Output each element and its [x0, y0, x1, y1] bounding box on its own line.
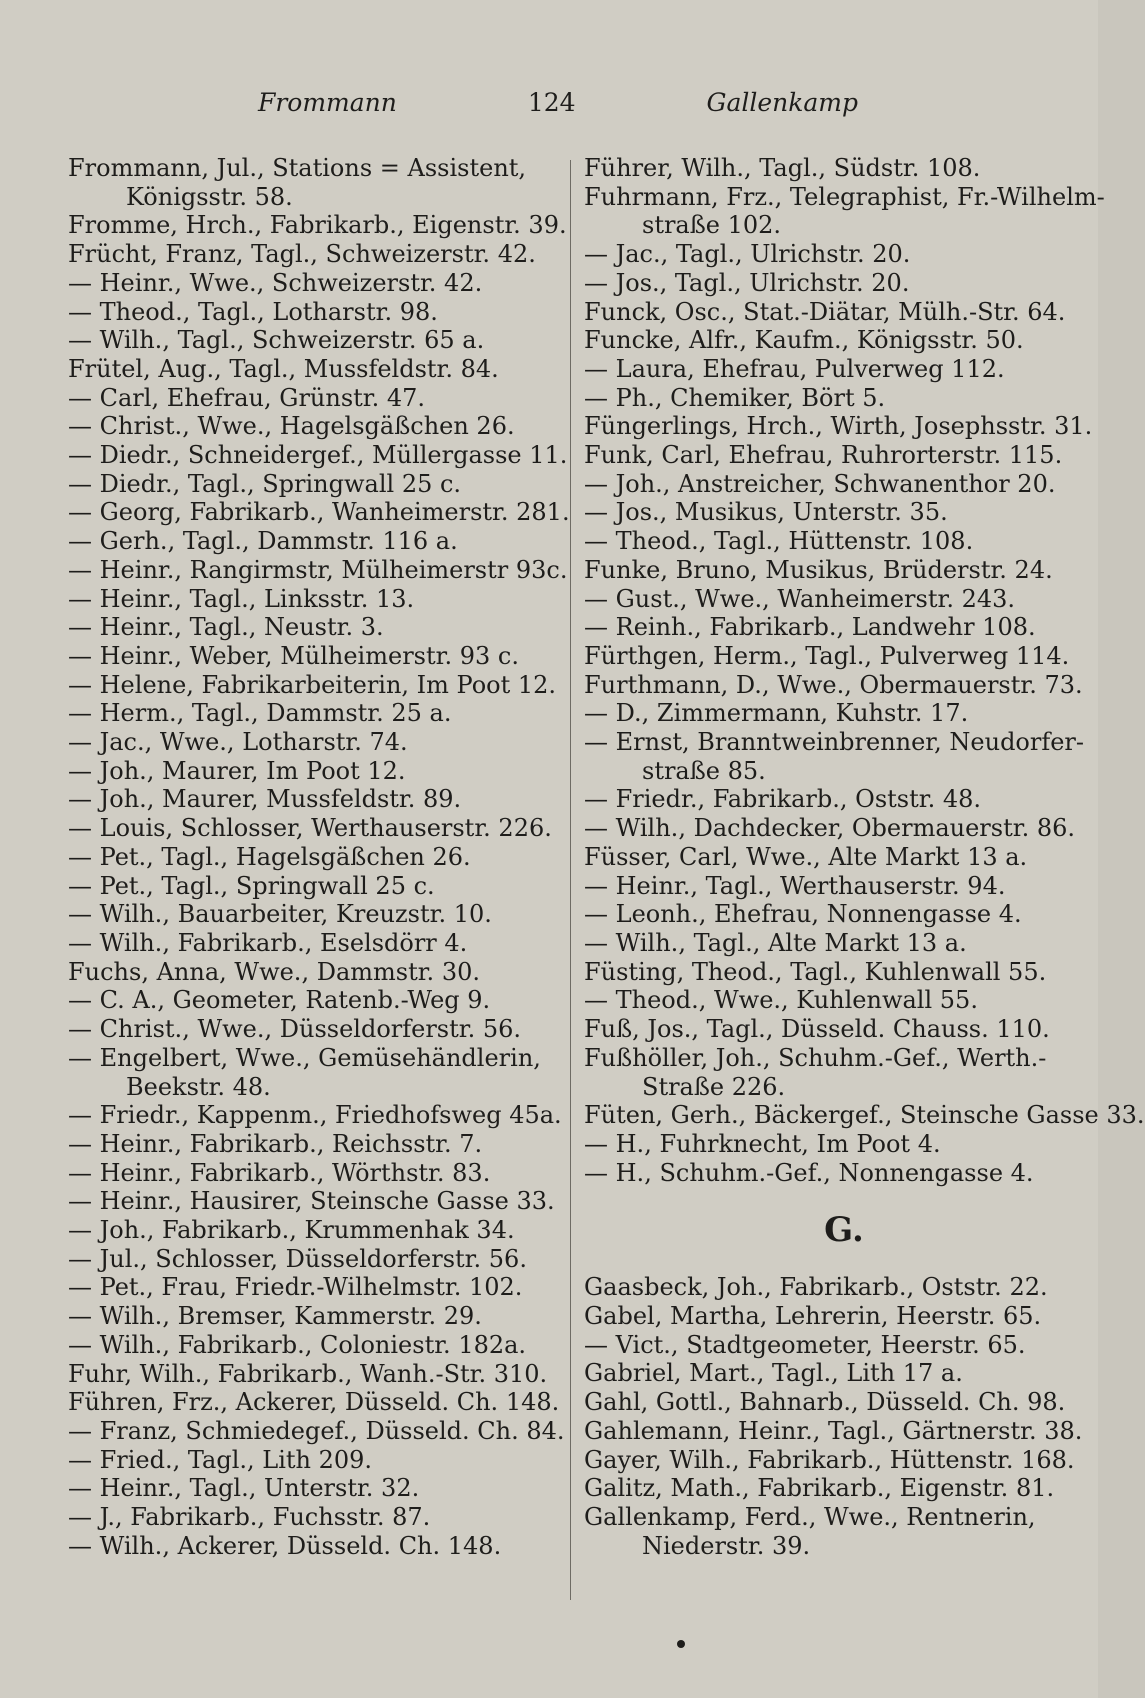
- left-column: [68, 154, 570, 1560]
- directory-entry: — Heinr., Wwe., Schweizerstr. 42.: [68, 268, 483, 297]
- directory-entry: — C. A., Geometer, Ratenb.-Weg 9.: [68, 986, 491, 1015]
- directory-entry: — Diedr., Tagl., Springwall 25 c.: [68, 469, 462, 498]
- directory-entry: — Ernst, Branntweinbrenner, Neudorfer-: [584, 728, 1085, 757]
- directory-entry: Funke, Bruno, Musikus, Brüderstr. 24.: [584, 555, 1053, 584]
- directory-entry: — Christ., Wwe., Hagelsgäßchen 26.: [68, 412, 515, 441]
- directory-entry: — Christ., Wwe., Düsseldorferstr. 56.: [68, 1015, 522, 1044]
- directory-entry: Gayer, Wilh., Fabrikarb., Hüttenstr. 168.: [584, 1445, 1075, 1474]
- directory-entry: Füngerlings, Hrch., Wirth, Josephsstr. 31.: [584, 412, 1093, 441]
- directory-entry: Fuhr, Wilh., Fabrikarb., Wanh.-Str. 310.: [68, 1359, 548, 1388]
- directory-entry: — Heinr., Tagl., Unterstr. 32.: [68, 1474, 420, 1503]
- directory-entry: — Joh., Anstreicher, Schwanenthor 20.: [584, 469, 1056, 498]
- page-number: 124: [527, 88, 576, 117]
- directory-entry: — Friedr., Kappenm., Friedhofsweg 45a.: [68, 1101, 562, 1130]
- directory-entry: Gahl, Gottl., Bahnarb., Düsseld. Ch. 98.: [584, 1388, 1066, 1417]
- directory-entry: Funk, Carl, Ehefrau, Ruhrorterstr. 115.: [584, 441, 1063, 470]
- directory-entry: — Heinr., Rangirmstr, Mülheimerstr 93c.: [68, 555, 568, 584]
- directory-entry: — Reinh., Fabrikarb., Landwehr 108.: [584, 613, 1036, 642]
- directory-entry: Frütel, Aug., Tagl., Mussfeldstr. 84.: [68, 354, 499, 383]
- directory-entry: — Leonh., Ehefrau, Nonnengasse 4.: [584, 900, 1022, 929]
- page-header: [50, 88, 1048, 128]
- header-left-catchword: Frommann: [258, 88, 397, 117]
- directory-entry: — Carl, Ehefrau, Grünstr. 47.: [68, 383, 426, 412]
- directory-entry: — Vict., Stadtgeometer, Heerstr. 65.: [584, 1330, 1026, 1359]
- directory-entry: — Jos., Tagl., Ulrichstr. 20.: [584, 268, 910, 297]
- directory-entry: Frücht, Franz, Tagl., Schweizerstr. 42.: [68, 240, 536, 269]
- directory-entry: — Joh., Maurer, Im Poot 12.: [68, 756, 406, 785]
- directory-entry: Führer, Wilh., Tagl., Südstr. 108.: [584, 154, 981, 182]
- entry-continuation: straße 102.: [642, 211, 782, 240]
- directory-entry: — Heinr., Tagl., Linksstr. 13.: [68, 584, 415, 613]
- directory-entry: Füten, Gerh., Bäckergef., Steinsche Gasse 33.: [584, 1101, 1145, 1130]
- directory-entry: — Ph., Chemiker, Bört 5.: [584, 383, 886, 412]
- directory-entry: — Jac., Wwe., Lotharstr. 74.: [68, 728, 408, 757]
- directory-entry: — Louis, Schlosser, Werthauserstr. 226.: [68, 814, 552, 843]
- directory-entry: Funcke, Alfr., Kaufm., Königsstr. 50.: [584, 326, 1024, 355]
- directory-entry: — Pet., Frau, Friedr.-Wilhelmstr. 102.: [68, 1273, 523, 1302]
- directory-entry: — Heinr., Tagl., Werthauserstr. 94.: [584, 871, 1006, 900]
- directory-entry: Gallenkamp, Ferd., Wwe., Rentnerin,: [584, 1502, 1036, 1531]
- entry-continuation: Beekstr. 48.: [126, 1072, 271, 1101]
- directory-entry: — Joh., Fabrikarb., Krummenhak 34.: [68, 1216, 515, 1245]
- directory-entry: — Engelbert, Wwe., Gemüsehändlerin,: [68, 1043, 541, 1072]
- entry-continuation: straße 85.: [642, 756, 766, 785]
- directory-entry: — Heinr., Hausirer, Steinsche Gasse 33.: [68, 1187, 555, 1216]
- directory-entry: — Fried., Tagl., Lith 209.: [68, 1445, 373, 1474]
- directory-entry: — Pet., Tagl., Hagelsgäßchen 26.: [68, 842, 471, 871]
- directory-entry: — Heinr., Fabrikarb., Wörthstr. 83.: [68, 1158, 491, 1187]
- directory-entry: Fromme, Hrch., Fabrikarb., Eigenstr. 39.: [68, 211, 567, 240]
- entry-continuation: Niederstr. 39.: [642, 1531, 811, 1560]
- directory-entry: Gahlemann, Heinr., Tagl., Gärtnerstr. 38.: [584, 1416, 1083, 1445]
- directory-entry: Füsting, Theod., Tagl., Kuhlenwall 55.: [584, 957, 1047, 986]
- directory-entry: — Wilh., Dachdecker, Obermauerstr. 86.: [584, 814, 1076, 843]
- directory-entry: Gaasbeck, Joh., Fabrikarb., Oststr. 22.: [584, 1273, 1048, 1302]
- directory-entry: Frommann, Jul., Stations = Assistent,: [68, 154, 527, 182]
- directory-entry: Funck, Osc., Stat.-Diätar, Mülh.-Str. 64.: [584, 297, 1066, 326]
- directory-entry: — Wilh., Tagl., Schweizerstr. 65 a.: [68, 326, 485, 355]
- directory-entry: — H., Fuhrknecht, Im Poot 4.: [584, 1129, 941, 1158]
- directory-entry: Fuhrmann, Frz., Telegraphist, Fr.-Wilhelm-: [584, 182, 1105, 211]
- directory-entry: Fürthgen, Herm., Tagl., Pulverweg 114.: [584, 641, 1070, 670]
- directory-entry: — Laura, Ehefrau, Pulverweg 112.: [584, 354, 1005, 383]
- directory-entry: — Jos., Musikus, Unterstr. 35.: [584, 498, 948, 527]
- right-column: [584, 154, 1145, 1560]
- directory-entry: — Theod., Wwe., Kuhlenwall 55.: [584, 986, 978, 1015]
- directory-entry: — Pet., Tagl., Springwall 25 c.: [68, 871, 435, 900]
- directory-entry: — Theod., Tagl., Lotharstr. 98.: [68, 297, 438, 326]
- directory-entry: Fußhöller, Joh., Schuhm.-Gef., Werth.-: [584, 1043, 1047, 1072]
- directory-entry: Fuß, Jos., Tagl., Düsseld. Chauss. 110.: [584, 1015, 1050, 1044]
- directory-entry: — Wilh., Bauarbeiter, Kreuzstr. 10.: [68, 900, 492, 929]
- directory-entry: — Jac., Tagl., Ulrichstr. 20.: [584, 240, 911, 269]
- directory-entry: — Wilh., Fabrikarb., Eselsdörr 4.: [68, 928, 468, 957]
- directory-entry: — Heinr., Weber, Mülheimerstr. 93 c.: [68, 641, 519, 670]
- header-right-catchword: Gallenkamp: [706, 88, 858, 117]
- directory-entry: Gabriel, Mart., Tagl., Lith 17 a.: [584, 1359, 963, 1388]
- directory-entry: Füsser, Carl, Wwe., Alte Markt 13 a.: [584, 842, 1028, 871]
- directory-entry: — Gerh., Tagl., Dammstr. 116 a.: [68, 527, 458, 556]
- directory-entry: — Herm., Tagl., Dammstr. 25 a.: [68, 699, 452, 728]
- directory-entry: Furthmann, D., Wwe., Obermauerstr. 73.: [584, 670, 1083, 699]
- ink-dot: [677, 1640, 685, 1648]
- directory-entry: — H., Schuhm.-Gef., Nonnengasse 4.: [584, 1158, 1034, 1187]
- section-letter: G.: [824, 1210, 864, 1251]
- directory-entry: — D., Zimmermann, Kuhstr. 17.: [584, 699, 969, 728]
- directory-entry: — Georg, Fabrikarb., Wanheimerstr. 281.: [68, 498, 570, 527]
- directory-entry: Galitz, Math., Fabrikarb., Eigenstr. 81.: [584, 1474, 1055, 1503]
- directory-entry: — Helene, Fabrikarbeiterin, Im Poot 12.: [68, 670, 557, 699]
- directory-entry: — Heinr., Fabrikarb., Reichsstr. 7.: [68, 1129, 483, 1158]
- directory-entry: Gabel, Martha, Lehrerin, Heerstr. 65.: [584, 1302, 1042, 1331]
- directory-entry: — J., Fabrikarb., Fuchsstr. 87.: [68, 1503, 431, 1532]
- directory-entry: — Wilh., Tagl., Alte Markt 13 a.: [584, 928, 967, 957]
- directory-entry: — Joh., Maurer, Mussfeldstr. 89.: [68, 785, 462, 814]
- directory-entry: — Wilh., Ackerer, Düsseld. Ch. 148.: [68, 1531, 502, 1560]
- directory-entry: — Friedr., Fabrikarb., Oststr. 48.: [584, 785, 981, 814]
- entry-continuation: Straße 226.: [642, 1072, 786, 1101]
- directory-entry: Fuchs, Anna, Wwe., Dammstr. 30.: [68, 957, 480, 986]
- directory-entry: — Theod., Tagl., Hüttenstr. 108.: [584, 527, 974, 556]
- entry-continuation: Königsstr. 58.: [126, 182, 293, 211]
- directory-entry: — Wilh., Fabrikarb., Coloniestr. 182a.: [68, 1330, 527, 1359]
- directory-entry: — Diedr., Schneidergef., Müllergasse 11.: [68, 441, 568, 470]
- directory-entry: — Jul., Schlosser, Düsseldorferstr. 56.: [68, 1244, 527, 1273]
- column-divider: [570, 160, 571, 1600]
- directory-entry: — Wilh., Bremser, Kammerstr. 29.: [68, 1302, 482, 1331]
- directory-entry: — Franz, Schmiedegef., Düsseld. Ch. 84.: [68, 1416, 565, 1445]
- directory-entry: — Heinr., Tagl., Neustr. 3.: [68, 613, 384, 642]
- directory-entry: Führen, Frz., Ackerer, Düsseld. Ch. 148.: [68, 1388, 560, 1417]
- directory-entry: — Gust., Wwe., Wanheimerstr. 243.: [584, 584, 1016, 613]
